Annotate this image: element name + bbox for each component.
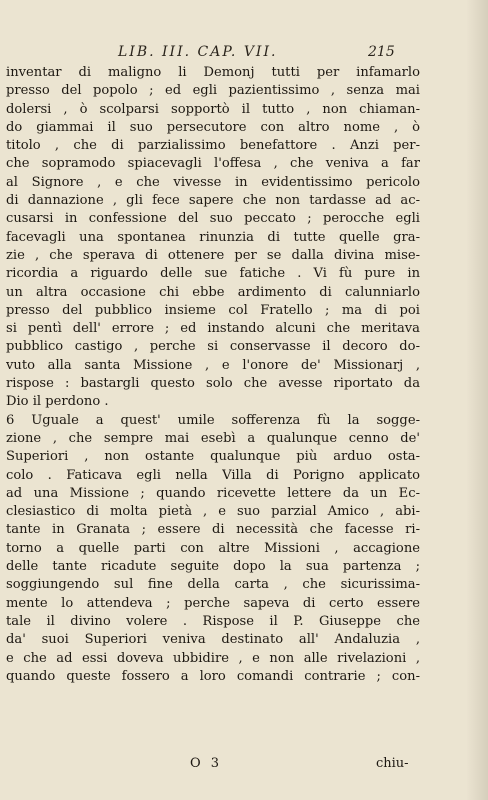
text-line: ad una Missione ; quando ricevette lettere da un Ec- (6, 485, 420, 501)
text-line: e che ad essi doveva ubbidire , e non alle rivelazioni , (6, 650, 420, 666)
text-line: al Signore , e che vivesse in evidentissimo pericolo (6, 174, 420, 190)
text-line: ricordia a riguardo delle sue fatiche . Vi fù pure in (6, 266, 420, 282)
text-line: mente lo attendeva ; perche sapeva di certo essere (6, 595, 420, 611)
text-line: inventar di maligno li Demonj tutti per infamarlo (6, 65, 420, 80)
text-line: torno a quelle parti con altre Missioni , accagione (6, 540, 420, 556)
text-line: rispose : bastargli questo solo che avesse riportato da (6, 376, 420, 392)
text-line: delle tante ricadute seguite dopo la sua partenza ; (6, 559, 420, 575)
text-line: di dannazione , gli fece sapere che non tardasse ad ac- (6, 193, 420, 209)
page-footer (0, 756, 488, 778)
text-line: che sopramodo spiacevagli l'offesa , che veniva a far (6, 156, 420, 172)
text-line: da' suoi Superiori veniva destinato all' Andaluzia , (6, 632, 420, 648)
page-edge-shadow (466, 0, 488, 800)
text-line: colo . Faticava egli nella Villa di Porigno applicato (6, 467, 420, 483)
text-line: zie , che sperava di ottenere per se dalla divina mise- (6, 247, 420, 263)
text-line: presso del pubblico insieme col Fratello ; ma di poi (6, 302, 420, 318)
text-line: 6 Uguale a quest' umile sofferenza fù la sogge- (6, 412, 420, 428)
text-line: clesiastico di molta pietà , e suo parzial Amico , abi- (6, 504, 420, 520)
page-number: 215 (368, 44, 395, 60)
text-line: un altra occasione chi ebbe ardimento di calunniarlo (6, 284, 420, 300)
text-line: si pentì dell' errore ; ed instando alcuni che meritava (6, 321, 420, 337)
text-line: soggiungendo sul fine della carta , che sicurissima- (6, 577, 420, 593)
signature-mark: O 3 (190, 756, 223, 771)
text-line: dolersi , ò scolparsi sopportò il tutto , non chiaman- (6, 101, 420, 117)
body-text (6, 64, 420, 686)
text-line: facevagli una spontanea rinunzia di tutte quelle gra- (6, 229, 420, 245)
text-line: presso del popolo ; ed egli pazientissimo , senza mai (6, 83, 420, 99)
text-line: vuto alla santa Missione , e l'onore de' Missionarj , (6, 357, 420, 373)
text-line: Superiori , non ostante qualunque più arduo osta- (6, 449, 420, 465)
text-line: tante in Granata ; essere di necessità che facesse ri- (6, 522, 420, 538)
running-title: LIB. III. CAP. VII. (118, 44, 278, 60)
running-head (0, 44, 488, 66)
text-line: Dio il perdono . (6, 394, 109, 410)
text-line: zione , che sempre mai esebì a qualunque cenno de' (6, 430, 420, 446)
text-line: cusarsi in confessione del suo peccato ; perocche egli (6, 211, 420, 227)
text-line: quando queste fossero a loro comandi contrarie ; con- (6, 668, 420, 684)
text-line: tale il divino volere . Rispose il P. Giuseppe che (6, 613, 420, 629)
text-line: pubblico castigo , perche si conservasse il decoro do- (6, 339, 420, 355)
text-line: titolo , che di parzialissimo benefattore . Anzi per- (6, 138, 420, 154)
text-line: do giammai il suo persecutore con altro nome , ò (6, 119, 420, 135)
catchword: chiu- (376, 756, 409, 771)
